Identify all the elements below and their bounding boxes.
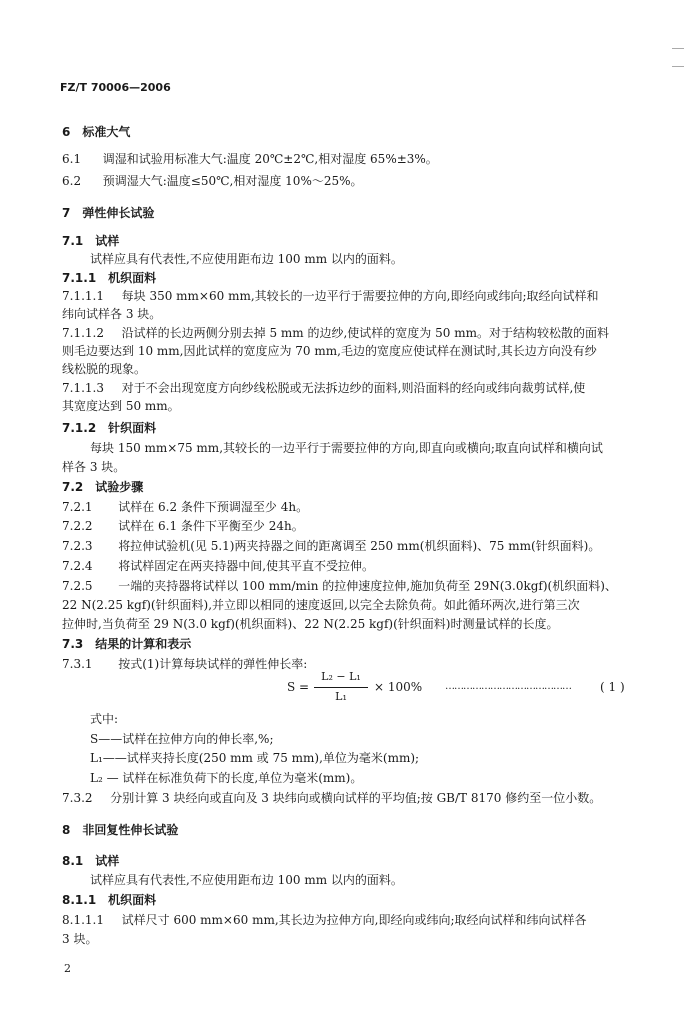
clause-6-1 [62,151,438,167]
clause-7-3-1 [62,656,307,672]
clause-text: 一端的夹持器将试样以 100 mm/min 的拉伸速度拉伸,施加负荷至 29N(3.0kgf)(机织面料)、 [118,579,617,593]
formula-denominator: L₁ [335,690,347,703]
clause-number: 7.2.1 [62,500,93,514]
clause-8-1-1-heading: 8.1.1 机织面料 [62,893,157,907]
clause-8-1-text: 试样应具有代表性,不应使用距布边 100 mm 以内的面料。 [90,873,403,887]
clause-7-3-heading: 7.3 结果的计算和表示 [62,637,192,651]
clause-7-2-5-line3: 拉伸时,当负荷至 29 N(3.0 kgf)(机织面料)、22 N(2.25 kgf)(针织面料)时测量试样的长度。 [62,617,559,631]
clause-number: 6.2 [62,174,82,188]
clause-7-1-1-3-line2: 其宽度达到 50 mm。 [62,399,180,413]
formula-numerator: L₂ − L₁ [321,670,361,683]
crop-mark [672,66,684,67]
formula-rhs: × 100% [374,680,423,694]
definition-l2: L₂ — 试样在标准负荷下的长度,单位为毫米(mm)。 [90,771,363,785]
formula-lhs: S = [287,680,310,694]
clause-8-1-1-1-line1 [62,912,587,928]
clause-7-1-2-line1: 每块 150 mm×75 mm,其较长的一边平行于需要拉伸的方向,即直向或横向;取直向试样和横向试 [90,441,603,455]
fraction-bar [314,687,368,688]
clause-text: 将试样固定在两夹持器中间,使其平直不受拉伸。 [118,559,375,573]
clause-7-1-2-line2: 样各 3 块。 [62,460,126,474]
clause-7-1-2-heading: 7.1.2 针织面料 [62,421,157,435]
section-6-heading: 6 标准大气 [62,125,131,139]
clause-7-2-2 [62,518,304,534]
clause-7-1-heading: 7.1 试样 [62,234,120,248]
clause-7-1-1-3-line1 [62,380,585,396]
clause-text: 试样尺寸 600 mm×60 mm,其长边为拉伸方向,即经向或纬向;取经向试样和纬向试样各 [121,913,587,927]
definition-l1: L₁——试样夹持长度(250 mm 或 75 mm),单位为毫米(mm); [90,751,420,765]
clause-7-1-text: 试样应具有代表性,不应使用距布边 100 mm 以内的面料。 [90,252,403,266]
clause-7-1-1-2-line2: 则毛边要达到 10 mm,因此试样的宽度应为 70 mm,毛边的宽度应使试样在测试时,其长边方向没有纱 [62,344,597,358]
clause-number: 7.2.4 [62,559,93,573]
clause-7-2-heading: 7.2 试验步骤 [62,480,144,494]
clause-text: 试样在 6.2 条件下预调湿至少 4h。 [118,500,309,514]
clause-number: 8.1.1.1 [62,913,104,927]
clause-text: 将拉伸试验机(见 5.1)两夹持器之间的距离调至 250 mm(机织面料)、75 mm(针织面料)。 [118,539,601,553]
formula-leader-dots: …………………………………… [445,681,571,692]
clause-number: 7.2.2 [62,519,93,533]
clause-number: 7.3.2 [62,791,93,805]
clause-7-2-5-line2: 22 N(2.25 kgf)(针织面料),并立即以相同的速度返回,以完全去除负荷。如此循环两次,进行第三次 [62,598,580,612]
clause-text: 每块 350 mm×60 mm,其较长的一边平行于需要拉伸的方向,即经向或纬向;取经向试样和 [121,289,599,303]
clause-6-2 [62,173,363,189]
clause-8-1-heading: 8.1 试样 [62,854,120,868]
clause-text: 分别计算 3 块经向或直向及 3 块纬向或横向试样的平均值;按 GB/T 8170 修约至一位小数。 [110,791,602,805]
clause-7-2-5-line1 [62,578,617,594]
clause-number: 7.1.1.3 [62,381,104,395]
clause-text: 预调湿大气:温度≤50℃,相对湿度 10%～25%。 [102,174,363,188]
page-number: 2 [64,962,71,975]
clause-text: 对于不会出现宽度方向纱线松脱或无法拆边纱的面料,则沿面料的经向或纬向裁剪试样,使 [121,381,586,395]
clause-number: 7.2.3 [62,539,93,553]
clause-number: 7.1.1.1 [62,289,104,303]
clause-7-1-1-heading: 7.1.1 机织面料 [62,271,157,285]
clause-number: 7.2.5 [62,579,93,593]
crop-mark [672,48,684,49]
definition-s: S——试样在拉伸方向的伸长率,%; [90,732,274,746]
clause-text: 试样在 6.1 条件下平衡至少 24h。 [118,519,304,533]
clause-7-1-1-2-line3: 线松脱的现象。 [62,362,147,376]
clause-7-2-1 [62,499,308,515]
clause-text: 沿试样的长边两侧分别去掉 5 mm 的边纱,使试样的宽度为 50 mm。对于结构较松散的面料 [121,326,609,340]
clause-8-1-1-1-line2: 3 块。 [62,932,98,946]
clause-7-1-1-1-line1 [62,288,599,304]
clause-number: 7.1.1.2 [62,326,104,340]
clause-number: 6.1 [62,152,82,166]
section-8-heading: 8 非回复性伸长试验 [62,823,179,837]
clause-text: 按式(1)计算每块试样的弹性伸长率: [118,657,308,671]
clause-text: 调湿和试验用标准大气:温度 20℃±2℃,相对湿度 65%±3%。 [102,152,438,166]
clause-7-2-3 [62,538,600,554]
clause-number: 7.3.1 [62,657,93,671]
clause-7-3-2 [62,790,601,806]
formula-equation-number: ( 1 ) [600,680,625,694]
standard-code: FZ/T 70006—2006 [60,81,171,94]
section-7-heading: 7 弹性伸长试验 [62,206,155,220]
where-label: 式中: [90,712,119,726]
clause-7-1-1-2-line1 [62,325,609,341]
clause-7-2-4 [62,558,374,574]
clause-7-1-1-1-line2: 纬向试样各 3 块。 [62,307,162,321]
